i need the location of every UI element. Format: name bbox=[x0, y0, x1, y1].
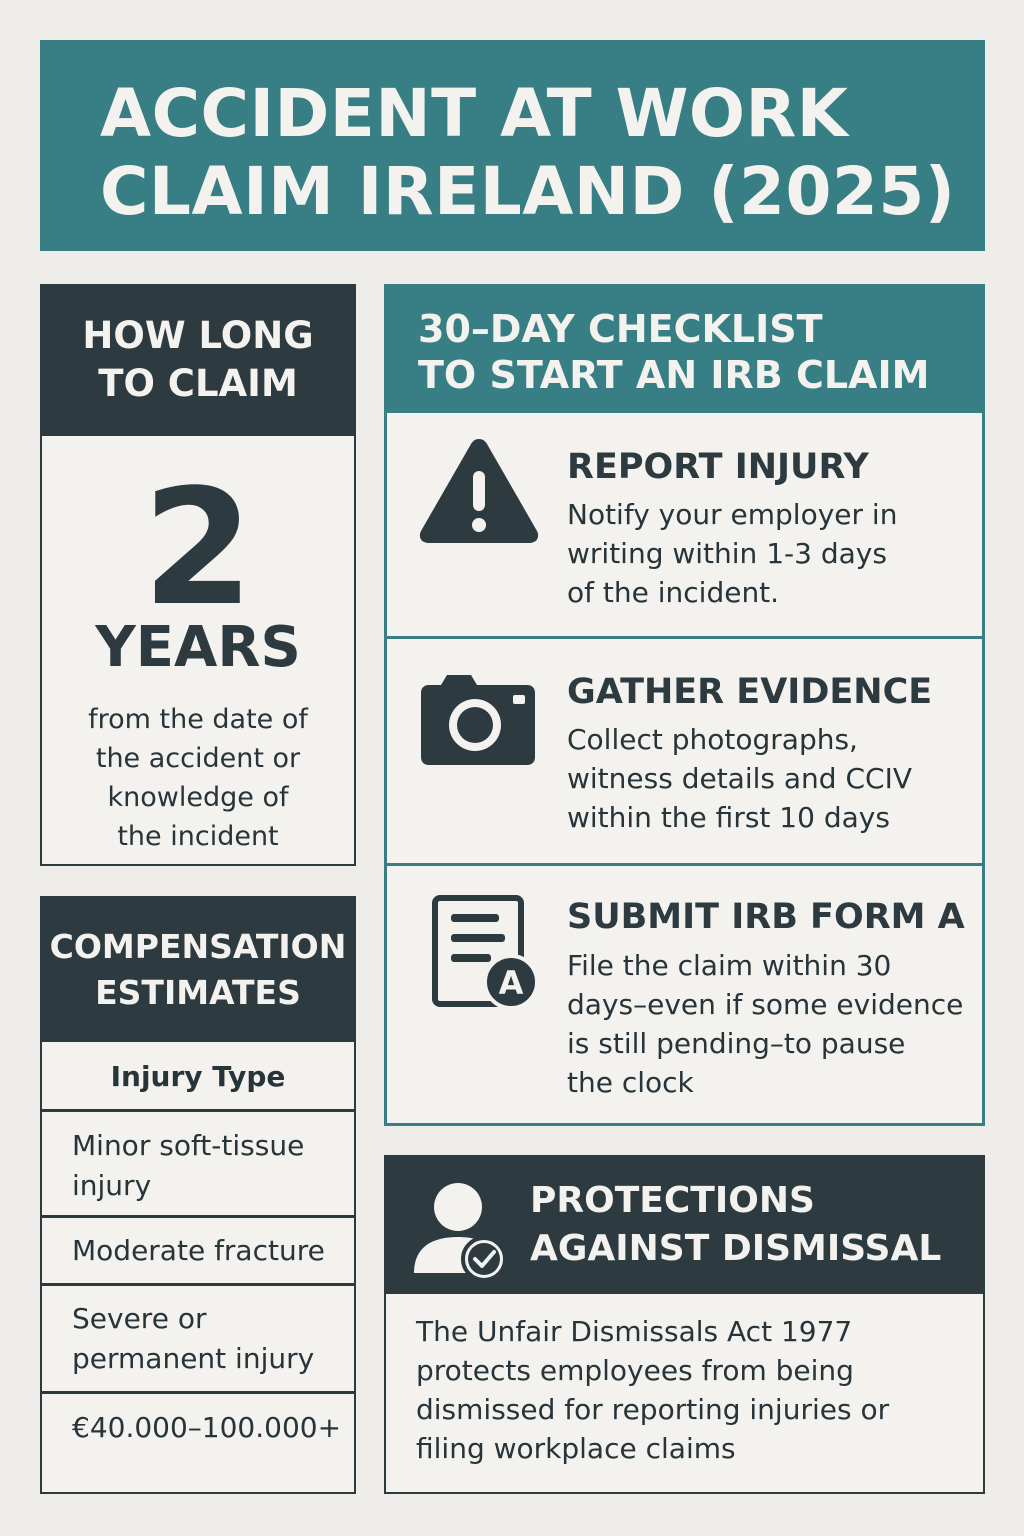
page-title-line2: CLAIM IRELAND (2025) bbox=[100, 153, 956, 230]
protections-header bbox=[384, 1155, 985, 1295]
compensation-title-line1: COMPENSATION bbox=[49, 927, 347, 966]
item-line: is still pending–to pause bbox=[567, 1027, 906, 1060]
desc-line: from the date of bbox=[88, 704, 308, 735]
item-line: within the first 10 days bbox=[567, 801, 890, 834]
form-icon-letter: A bbox=[498, 964, 524, 1002]
form-icon bbox=[431, 894, 543, 1012]
protections-line: protects employees from being bbox=[416, 1354, 854, 1387]
checklist-header bbox=[384, 284, 985, 412]
row-text: Severe or bbox=[72, 1302, 207, 1335]
checklist-item-submit-form bbox=[387, 866, 982, 1123]
claim-period-unit: YEARS bbox=[95, 615, 301, 680]
table-row bbox=[42, 1112, 354, 1218]
item-description bbox=[567, 720, 912, 837]
protections-title bbox=[530, 1177, 941, 1273]
table-header: Injury Type bbox=[42, 1042, 354, 1112]
row-text: injury bbox=[72, 1169, 152, 1202]
item-line: the clock bbox=[567, 1066, 694, 1099]
item-line: witness details and CCIV bbox=[567, 762, 912, 795]
title-banner bbox=[40, 40, 985, 251]
how-long-panel bbox=[40, 434, 356, 866]
checklist-title-line2: TO START AN IRB CLAIM bbox=[418, 353, 930, 397]
compensation-header bbox=[40, 896, 356, 1042]
protections-line: dismissed for reporting injuries or bbox=[416, 1393, 890, 1426]
checklist-item-report-injury bbox=[387, 413, 982, 639]
item-description bbox=[567, 495, 897, 612]
warning-icon bbox=[417, 435, 541, 545]
protections-panel bbox=[384, 1292, 985, 1494]
table-row bbox=[42, 1286, 354, 1394]
user-check-icon bbox=[412, 1181, 512, 1283]
item-title: GATHER EVIDENCE bbox=[567, 672, 933, 712]
how-long-header bbox=[40, 284, 356, 436]
camera-icon bbox=[419, 671, 537, 767]
page-title-line1: ACCIDENT AT WORK bbox=[100, 75, 849, 152]
item-title: REPORT INJURY bbox=[567, 447, 869, 487]
checklist-title-line1: 30–DAY CHECKLIST bbox=[418, 307, 823, 351]
item-line: Notify your employer in bbox=[567, 498, 898, 531]
how-long-title-line2: TO CLAIM bbox=[98, 362, 298, 405]
compensation-title-line2: ESTIMATES bbox=[95, 973, 301, 1012]
checklist-panel bbox=[384, 410, 985, 1126]
row-text: Moderate fracture bbox=[72, 1234, 325, 1267]
item-title: SUBMIT IRB FORM A bbox=[567, 897, 965, 937]
desc-line: the accident or bbox=[95, 743, 301, 774]
protections-title-line1: PROTECTIONS bbox=[530, 1180, 815, 1221]
checklist-item-gather-evidence bbox=[387, 639, 982, 866]
item-description bbox=[567, 946, 963, 1102]
how-long-title-line1: HOW LONG bbox=[82, 314, 314, 357]
item-line: of the incident. bbox=[567, 576, 780, 609]
table-row bbox=[42, 1394, 354, 1492]
claim-period-description bbox=[42, 700, 354, 856]
protections-line: filing workplace claims bbox=[416, 1432, 736, 1465]
row-text: permanent injury bbox=[72, 1342, 315, 1375]
claim-period-number: 2 bbox=[142, 454, 254, 641]
compensation-table bbox=[40, 1040, 356, 1494]
protections-title-line2: AGAINST DISMISSAL bbox=[530, 1228, 942, 1269]
row-text: €40.000–100.000+ bbox=[72, 1411, 342, 1444]
desc-line: the incident bbox=[117, 821, 279, 852]
item-line: writing within 1-3 days bbox=[567, 537, 887, 570]
desc-line: knowledge of bbox=[107, 782, 289, 813]
row-text: Minor soft-tissue bbox=[72, 1129, 305, 1162]
item-line: File the claim within 30 bbox=[567, 949, 892, 982]
table-row bbox=[42, 1218, 354, 1286]
item-line: days–even if some evidence bbox=[567, 988, 964, 1021]
item-line: Collect photographs, bbox=[567, 723, 858, 756]
protections-line: The Unfair Dismissals Act 1977 bbox=[416, 1315, 853, 1348]
